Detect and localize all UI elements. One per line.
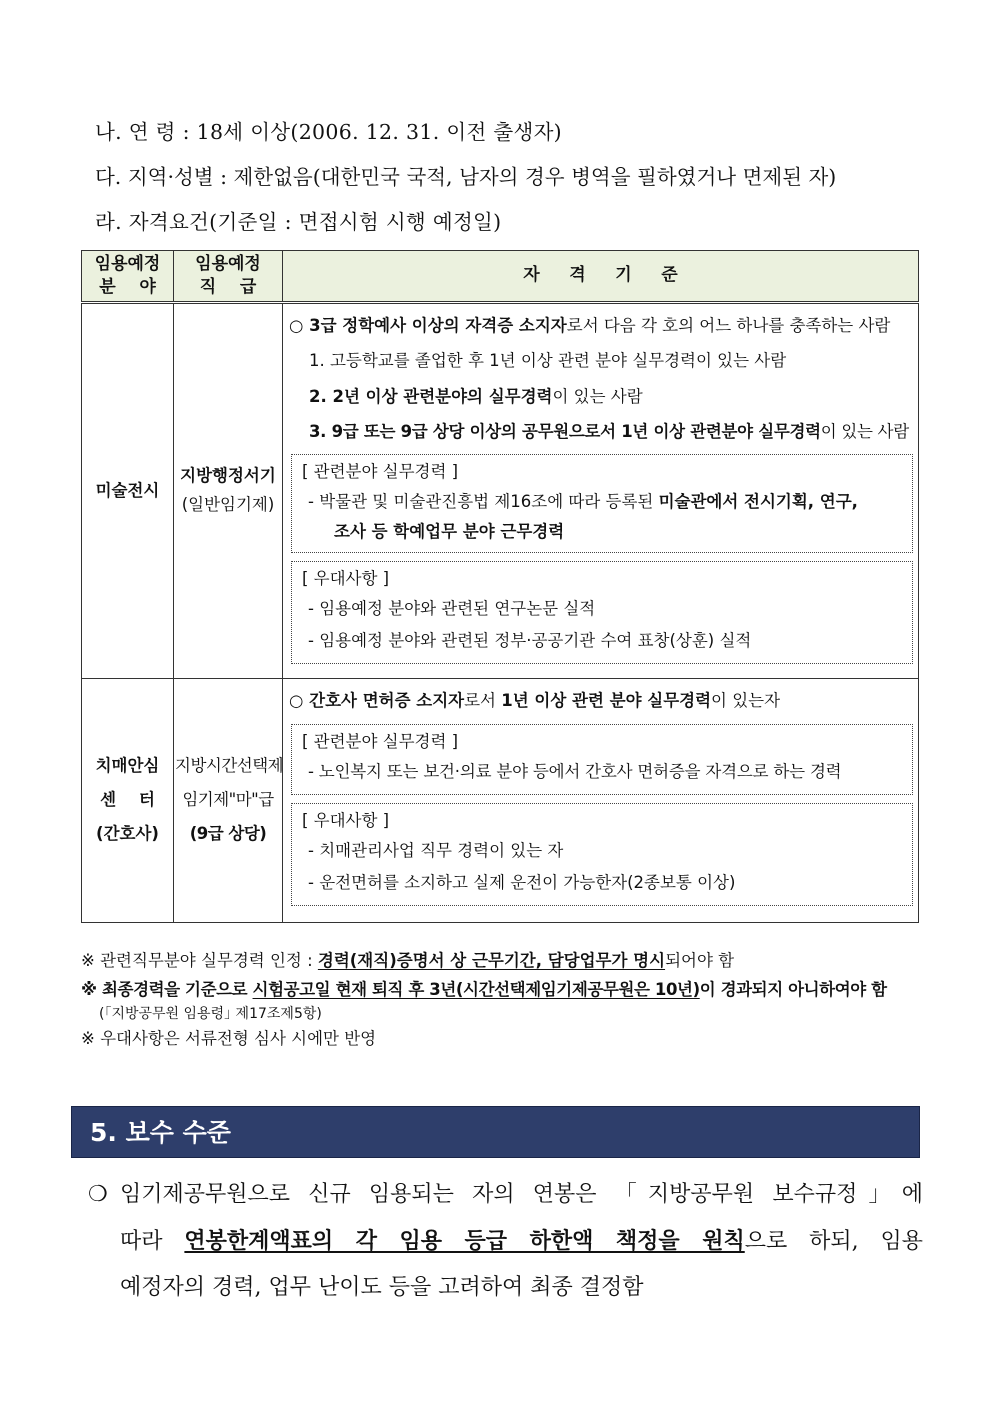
row2-grade-line1: 지방시간선택제 bbox=[175, 756, 284, 776]
row2-intro-bold1: ○ 간호사 면허증 소지자 bbox=[289, 690, 465, 710]
row1-grade-line2: (일반임기제) bbox=[181, 494, 275, 514]
note1-pre: ※ 관련직무분야 실무경력 인정 : bbox=[81, 951, 318, 970]
note-experience bbox=[81, 946, 926, 975]
row2-intro-mid: 로서 bbox=[464, 690, 502, 710]
note-preference: ※ 우대사항은 서류전형 심사 시에만 반영 bbox=[81, 1029, 377, 1048]
row1-experience-item-bold: 미술관에서 전시기획, 연구, bbox=[658, 491, 858, 511]
note-source: (｢지방공무원 임용령｣ 제17조제5항) bbox=[99, 1006, 322, 1022]
header-grade bbox=[174, 251, 283, 303]
header-field-line1: 임용예정 bbox=[94, 254, 161, 274]
note1-post: 되어야 함 bbox=[665, 951, 735, 970]
qualification-table bbox=[81, 250, 919, 923]
row1-item2-bold: 2. 2년 이상 관련분야의 실무경력 bbox=[309, 386, 553, 406]
notes bbox=[81, 946, 926, 1053]
pay-line2 bbox=[88, 1218, 923, 1265]
row1-preference-title: [ 우대사항 ] bbox=[302, 568, 390, 588]
row2-grade-line2: 임기제"마"급 bbox=[182, 790, 274, 810]
table-header-row bbox=[82, 251, 919, 303]
row1-experience-title: [ 관련분야 실무경력 ] bbox=[302, 461, 459, 481]
pay-line3 bbox=[88, 1265, 923, 1311]
pay-line2-text bbox=[88, 1218, 923, 1265]
row1-grade bbox=[174, 302, 283, 678]
qualification-heading: 라. 자격요건(기준일 : 면접시험 시행 예정일) bbox=[95, 210, 502, 234]
row1-preference-item1: - 임용예정 분야와 관련된 연구논문 실적 bbox=[308, 598, 596, 618]
row2-criteria bbox=[283, 678, 919, 922]
table-row bbox=[82, 678, 919, 922]
row1-experience-box bbox=[291, 454, 913, 553]
row2-field bbox=[82, 678, 174, 922]
row1-intro-rest: 로서 다음 각 호의 어느 하나를 충족하는 사람 bbox=[566, 315, 891, 335]
pay-line3-text: 예정자의 경력, 업무 난이도 등을 고려하여 최종 결정함 bbox=[120, 1275, 644, 1300]
row1-intro-bold: ○ 3급 정학예사 이상의 자격증 소지자 bbox=[289, 315, 567, 335]
pay-paragraph bbox=[88, 1172, 923, 1311]
row1-criteria bbox=[283, 302, 919, 678]
row1-intro bbox=[289, 308, 913, 344]
header-grade-line2: 직 급 bbox=[199, 276, 257, 297]
pay-line2-post: 으로 하되, 임용 bbox=[744, 1229, 924, 1254]
row2-preference-item2: - 운전면허를 소지하고 실제 운전이 가능한자(2종보통 이상) bbox=[308, 873, 736, 893]
header-field bbox=[82, 251, 174, 303]
row1-experience-item-cont: 조사 등 학예업무 분야 근무경력 bbox=[334, 521, 565, 541]
note1-bold: 경력(재직)증명서 상 근무기간, 담당업무가 명시 bbox=[317, 951, 666, 970]
row1-preference-item2: - 임용예정 분야와 관련된 정부·공공기관 수여 표창(상훈) 실적 bbox=[308, 630, 752, 650]
age-requirement: 나. 연 령 : 18세 이상(2006. 12. 31. 이전 출생자) bbox=[95, 120, 562, 144]
row1-item2-rest: 이 있는 사람 bbox=[552, 386, 643, 406]
row2-grade-line3: (9급 상당) bbox=[189, 824, 267, 844]
note2-post: 이 경과되지 아니하여야 함 bbox=[699, 980, 887, 999]
pay-line2-pre: 따라 bbox=[120, 1229, 185, 1254]
bullet-icon: ❍ bbox=[88, 1182, 108, 1207]
note2-pre: ※ 최종경력을 기준으로 bbox=[81, 980, 253, 999]
row1-item3-rest: 이 있는 사람 bbox=[820, 422, 909, 442]
row2-grade bbox=[174, 678, 283, 922]
header-field-line2: 분 야 bbox=[99, 276, 156, 297]
header-criteria: 자 격 기 준 bbox=[283, 251, 919, 303]
row2-preference-title: [ 우대사항 ] bbox=[302, 811, 390, 831]
row1-item1: 1. 고등학교를 졸업한 후 1년 이상 관련 분야 실무경력이 있는 사람 bbox=[309, 351, 787, 371]
row1-experience-item-pre: - 박물관 및 미술관진흥법 제16조에 따라 등록된 bbox=[308, 491, 659, 511]
row1-grade-line1: 지방행정서기 bbox=[180, 466, 276, 485]
row2-experience-box bbox=[291, 724, 913, 795]
row2-field-line3: (간호사) bbox=[96, 824, 159, 844]
pay-line2-bold: 연봉한계액표의 각 임용 등급 하한액 책정을 원칙 bbox=[184, 1228, 745, 1254]
row1-item3 bbox=[289, 414, 913, 450]
row1-preference-box bbox=[291, 561, 913, 664]
row2-intro-rest: 이 있는자 bbox=[711, 690, 781, 710]
note-retirement bbox=[81, 975, 926, 1004]
row2-field-line2: 센 터 bbox=[100, 790, 155, 810]
row2-preference-item1: - 치매관리사업 직무 경력이 있는 자 bbox=[308, 841, 564, 861]
row2-intro bbox=[289, 683, 913, 719]
row2-preference-box bbox=[291, 803, 913, 906]
row1-experience-item bbox=[302, 486, 904, 518]
row1-item3-bold: 3. 9급 또는 9급 상당 이상의 공무원으로서 1년 이상 관련분야 실무경력 bbox=[309, 422, 821, 442]
row2-intro-bold2: 1년 이상 관련 분야 실무경력 bbox=[501, 690, 712, 710]
row2-experience-item: - 노인복지 또는 보건·의료 분야 등에서 간호사 면허증을 자격으로 하는 경력 bbox=[308, 762, 842, 782]
header-grade-line1: 임용예정 bbox=[195, 254, 261, 274]
row2-field-line1: 치매안심 bbox=[95, 756, 160, 776]
table-row bbox=[82, 302, 919, 678]
row1-item2 bbox=[289, 379, 913, 415]
section-title: 5. 보수 수준 bbox=[71, 1106, 920, 1158]
row1-field: 미술전시 bbox=[82, 302, 174, 678]
row2-experience-title: [ 관련분야 실무경력 ] bbox=[302, 732, 459, 752]
pay-line1 bbox=[88, 1172, 923, 1218]
pay-line1-text: 임기제공무원으로 신규 임용되는 자의 연봉은 「지방공무원 보수규정」에 bbox=[120, 1182, 923, 1207]
region-gender-requirement: 다. 지역·성별 : 제한없음(대한민국 국적, 남자의 경우 병역을 필하였거나 면제된 자) bbox=[95, 165, 837, 189]
note2-bold: 시험공고일 현재 퇴직 후 3년(시간선택제임기제공무원은 10년) bbox=[252, 980, 700, 999]
